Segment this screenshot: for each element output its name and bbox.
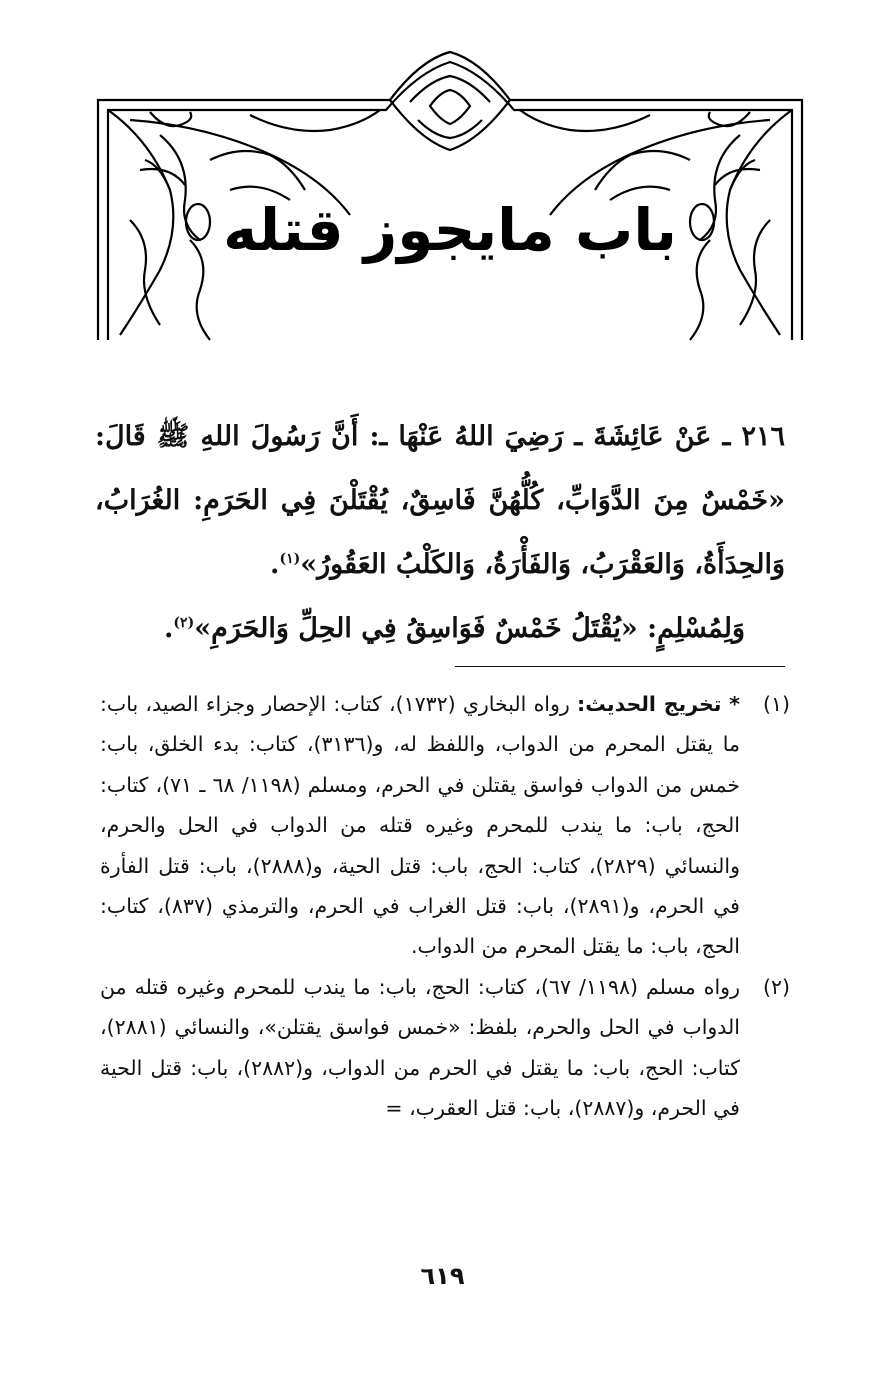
footnote-text: رواه البخاري (١٧٣٢)، كتاب: الإحصار وجزاء الصيد، باب: ما يقتل المحرم من الدواب، واللفظ له، و(٣١٣٦)، كتاب: بدء الخلق، باب: خمس من الدواب فواسق يقتلن في الحرم، ومسلم (١١٩٨/ ٦٨ ـ ٧١)، كتاب: الحج، باب: ما يندب للمحرم وغيره قتله من الدواب في الحل والحرم، والنسائي (٢٨٢٩)، كتاب: الحج، باب: قتل الحية، و(٢٨٨٨)، باب: قتل الفأرة في الحرم، و(٢٨٩١)، باب: قتل الغراب في الحرم، والترمذي (٨٣٧)، كتاب: الحج، باب: ما يقتل المحرم من الدواب. xyxy=(100,692,741,959)
footnote-body xyxy=(100,967,740,1129)
hadith-main-text: ٢١٦ ـ عَنْ عَائِشَةَ ـ رَضِيَ اللهُ عَنْهَا ـ: أَنَّ رَسُولَ اللهِ ﷺ قَالَ: «خَمْسٌ مِنَ الدَّوَابِّ، كُلُّهُنَّ فَاسِقٌ، يُقْتَلْنَ فِي الحَرَمِ: الغُرَابُ، وَالحِدَأَةُ، وَالعَقْرَبُ، وَالفَأْرَةُ، وَالكَلْبُ العَقُورُ» xyxy=(95,421,785,580)
footnotes-section xyxy=(100,684,790,1128)
page-number: ٦١٩ xyxy=(420,1262,465,1290)
footnote-item xyxy=(100,967,790,1129)
footnote-number: (٢) xyxy=(762,974,790,999)
hadith-main-end: . xyxy=(270,549,280,580)
footnote-separator xyxy=(455,666,785,667)
footnote-number: (١) xyxy=(762,692,790,716)
hadith-muslim-end: . xyxy=(164,613,174,644)
hadith-muslim-text: وَلِمُسْلِمٍ: «يُقْتَلُ خَمْسٌ فَوَاسِقُ فِي الحِلِّ وَالحَرَمِ» xyxy=(194,613,745,644)
hadith-main-paragraph xyxy=(95,405,785,597)
hadith-text-block xyxy=(95,405,785,661)
footnote-label: * تخريج الحديث: xyxy=(577,692,740,716)
footnote-ref-1[interactable]: (١) xyxy=(279,551,301,567)
chapter-title: باب مايجوز قتله xyxy=(223,196,677,264)
footnote-ref-2[interactable]: (٢) xyxy=(173,615,195,631)
hadith-muslim-paragraph xyxy=(95,597,785,661)
footnote-text: رواه مسلم (١١٩٨/ ٦٧)، كتاب: الحج، باب: ما يندب للمحرم وغيره قتله من الدواب في الحل والحرم، بلفظ: «خمس فواسق يقتلن»، والنسائي (٢٨٨١)، كتاب: الحج، باب: ما يقتل في الحرم من الدواب، و(٢٨٨٢)، باب: قتل الحية في الحرم، و(٢٨٨٧)، باب: قتل العقرب، = xyxy=(100,974,740,1121)
footnote-body xyxy=(100,684,740,967)
footnote-item xyxy=(100,684,790,967)
